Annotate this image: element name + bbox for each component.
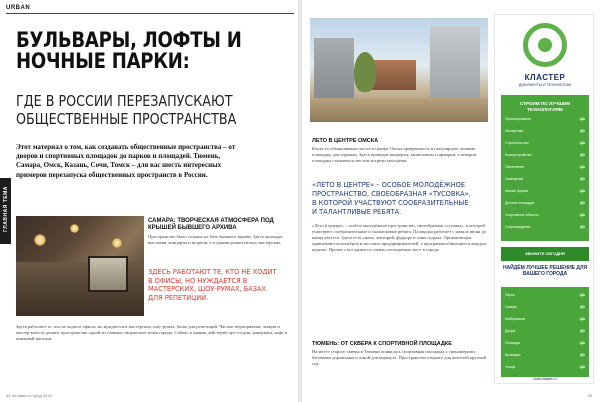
body-text-right-1: Когда-то обыкновенное место в центре Омска превратилось в популярную летнюю площадку для горожан. Здесь проводят концерты, кинопоказы и ярмарки, а вечером площадка становится местом встречи молодёжи.: [312, 146, 477, 163]
ad-row: Озеленение ДА: [505, 165, 585, 169]
ad-row: Проектирование ДА: [505, 117, 585, 121]
ad-services-panel: [501, 95, 589, 241]
lamp-light: [70, 224, 79, 233]
ad-row: Строительство ДА: [505, 141, 585, 145]
subheading-tyumen: ТЮМЕНЬ: ОТ СКВЕРА К СПОРТИВНОЙ ПЛОЩАДКЕ: [312, 341, 452, 347]
ad-call-band: ЗВОНИТЕ СЕГОДНЯ: [501, 247, 589, 261]
ad-brand: КЛАСТЕР: [524, 73, 566, 82]
ad-objects-panel: [501, 287, 589, 377]
tree: [354, 52, 376, 92]
ad-row: Сопровождение ДА: [505, 225, 585, 229]
ad-row: Набережные ДА: [505, 317, 585, 321]
lamp-light: [112, 238, 122, 248]
lamp-light: [34, 234, 46, 246]
pull-quote-left: ЗДЕСЬ РАБОТАЮТ ТЕ, КТО НЕ ХОДИТ В ОФИСЫ, НО НУЖДАЕТСЯ В МАСТЕРСКИХ, ШОУ-РУМАХ, БАЗАХ ДЛЯ РЕПЕТИЦИЙ.: [148, 267, 277, 302]
left-page: [0, 0, 298, 402]
ad-panel-title: СТРОИМ ПО ЛУЧШИМ ТЕХНОЛОГИЯМ: [519, 101, 571, 112]
lead-paragraph: Этот материал о том, как создавать общественные пространства – от дворов и спортивных площадок до парков и площадей. Тюмень, Самара, Омск, Казань, Сочи, Томск – для вас шесть интересных примеров перезапуска общественных пространств в России.: [16, 143, 236, 179]
caption-title: САМАРА: ТВОРЧЕСКАЯ АТМОСФЕРА ПОД КРЫШЕЙ БЫВШЕГО АРХИВА: [148, 218, 274, 231]
ad-row: Благоустройство ДА: [505, 153, 585, 157]
ad-tagline: ДОКУМЕНТЫ И ТЕХНОЛОГИИ: [518, 83, 572, 87]
pull-quote-right: «ЛЕТО В ЦЕНТРЕ» – ОСОБОЕ МОЛОДЁЖНОЕ ПРОСТРАНСТВО, СВОЕОБРАЗНАЯ «ТУСОВКА», В КОТОРОЙ УЧАСТВУЮТ СООБРАЗИТЕЛЬНЫЕ И ТАЛАНТЛИВЫЕ РЕБЯТА.: [312, 180, 471, 216]
caption-text: Пространство было создано на базе бывшего архива. Здесь проходят выставки, концерты и встречи, а в здании разместились мастерские.: [148, 234, 283, 245]
ad-website-link[interactable]: www.klaster.ru: [533, 377, 557, 381]
ad-row: Спортивные объекты ДА: [505, 213, 585, 217]
subheading-omsk: ЛЕТО В ЦЕНТРЕ ОМСКА: [312, 138, 379, 144]
ad-row: Освещение ДА: [505, 177, 585, 181]
ad-logo-icon: [523, 23, 567, 67]
ad-row: Детские площадки ДА: [505, 201, 585, 205]
right-page: [302, 0, 600, 402]
ad-row: Скверы ДА: [505, 305, 585, 309]
ad-row: Парки ДА: [505, 293, 585, 297]
body-text-right-3: На месте старого сквера в Тюмени появилась спортивная площадка с тренажёрами, беговыми дорожками и зоной для воркаута. Пространство открыто для жителей круглый год.: [312, 349, 487, 366]
side-tab: [0, 178, 11, 244]
footer-left: 44 Человек и город 2019: [6, 393, 52, 398]
footer-right: 45: [587, 393, 592, 398]
ad-row: Дворы ДА: [505, 329, 585, 333]
ad-row: Площади ДА: [505, 341, 585, 345]
ad-offer: НАЙДЁМ ЛУЧШЕЕ РЕШЕНИЕ ДЛЯ ВАШЕГО ГОРОДА: [502, 265, 588, 278]
city-square-photo: [310, 18, 488, 122]
side-tab-label: ГЛАВНАЯ ТЕМА: [3, 186, 9, 232]
ad-row: Улицы ДА: [505, 365, 585, 369]
subheadline: ГДЕ В РОССИИ ПЕРЕЗАПУСКАЮТ ОБЩЕСТВЕННЫЕ ПРОСТРАНСТВА: [16, 92, 237, 128]
ad-row: Экспертиза ДА: [505, 129, 585, 133]
body-text-left: Здесь работают те, кто не ходит в офисы, но нуждается в мастерских, шоу-румах, базах для репетиций. Частые мероприятия, лекции и мастер-классы делают пространство одной из главных творческих точек города. Сейчас в здании действуют арт-студии, коворкинг, кафе и книжный магазин.: [16, 324, 288, 341]
section-label: URBAN: [6, 5, 31, 11]
headline: БУЛЬВАРЫ, ЛОФТЫ И НОЧНЫЕ ПАРКИ:: [16, 28, 242, 73]
ad-row: Малые формы ДА: [505, 189, 585, 193]
advertisement[interactable]: [494, 14, 594, 384]
ad-row: Бульвары ДА: [505, 353, 585, 357]
body-text-right-2: «Лето в центре» – особое молодёжное пространство, своеобразная «тусовка», в которой участвуют сообразительные и талантливые ребята. Площадка работает с начала июня до конца августа. Здесь есть сцена, лекторий, фудкорт и зоны отдыха. Организаторы привлекают волонтёров и местных предпринимателей, а программа обновляется каждую неделю. Проект стал одним из самых посещаемых мест в городе.: [312, 223, 487, 252]
section-rule: [6, 13, 294, 14]
interior-photo: [16, 216, 144, 316]
